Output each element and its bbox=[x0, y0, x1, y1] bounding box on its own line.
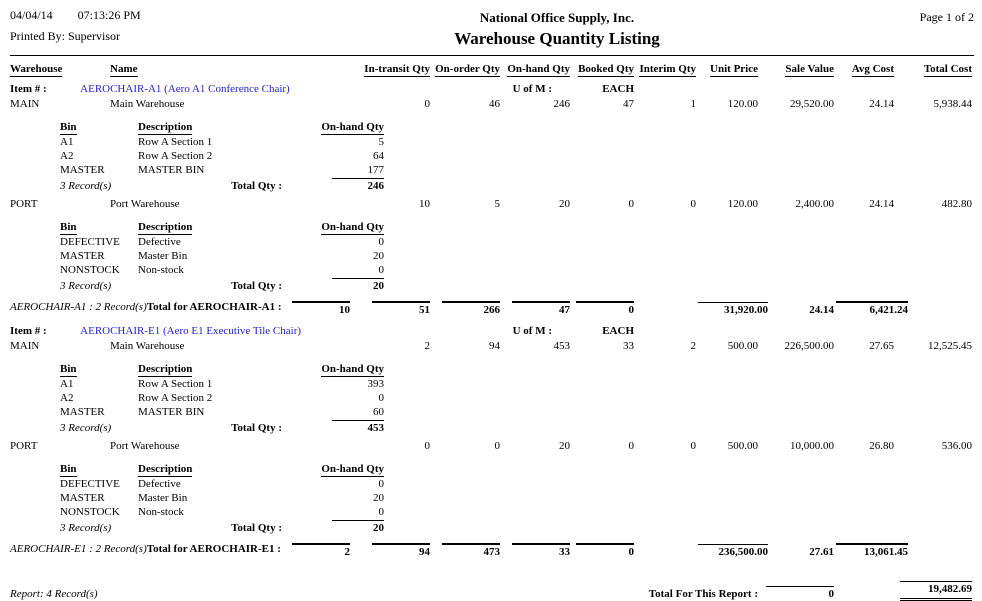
warehouse-row bbox=[10, 196, 974, 211]
bin-row bbox=[60, 249, 386, 263]
bin-code: A2 bbox=[60, 392, 74, 404]
report-record-count: Report: 4 Record(s) bbox=[10, 588, 98, 600]
report-time: 07:13:26 PM bbox=[77, 8, 141, 22]
bin-code: NONSTOCK bbox=[60, 264, 120, 276]
bin-row bbox=[60, 377, 386, 391]
bin-header-row bbox=[60, 462, 386, 477]
item-header-row bbox=[10, 79, 974, 96]
bin-row bbox=[60, 263, 386, 277]
total-onhand: 473 bbox=[442, 543, 500, 559]
bin-description-header: Description bbox=[138, 463, 193, 475]
total-cost: 536.00 bbox=[941, 440, 972, 452]
item-total-label: Total for AEROCHAIR-A1 : bbox=[146, 301, 282, 313]
onorder-qty: 46 bbox=[489, 98, 500, 110]
bin-code: DEFECTIVE bbox=[60, 236, 120, 248]
total-interim: 0 bbox=[576, 301, 634, 317]
bin-total-row bbox=[60, 519, 386, 535]
bin-record-count: 3 Record(s) bbox=[60, 180, 112, 192]
report-total-label: Total For This Report : bbox=[648, 588, 758, 600]
column-header-row bbox=[10, 62, 974, 79]
bin-description: Row A Section 2 bbox=[138, 392, 213, 404]
report-total-cost: 19,482.69 bbox=[900, 581, 972, 601]
bin-total-qty: 246 bbox=[332, 178, 384, 193]
bin-qty: 177 bbox=[367, 164, 384, 176]
total-cost: 5,938.44 bbox=[933, 98, 972, 110]
bin-row bbox=[60, 235, 386, 249]
bin-row bbox=[60, 163, 386, 177]
bin-row bbox=[60, 477, 386, 491]
bin-row bbox=[60, 391, 386, 405]
total-intransit: 2 bbox=[292, 543, 350, 559]
unit-price: 500.00 bbox=[727, 440, 758, 452]
bin-total-row bbox=[60, 419, 386, 435]
bin-total-label: Total Qty : bbox=[231, 522, 282, 534]
warehouse-row bbox=[10, 438, 974, 453]
report-header bbox=[10, 8, 974, 56]
bin-row bbox=[60, 505, 386, 519]
bin-total-row bbox=[60, 177, 386, 193]
unit-price: 120.00 bbox=[727, 98, 758, 110]
booked-qty: 47 bbox=[623, 98, 634, 110]
item-number-label: Item # : bbox=[10, 325, 47, 337]
bin-description: Non-stock bbox=[138, 264, 184, 276]
bin-section-row bbox=[10, 211, 974, 296]
column-header-onhand: On-hand Qty bbox=[507, 63, 570, 75]
total-total-cost: 6,421.24 bbox=[836, 301, 908, 317]
bin-table bbox=[60, 462, 386, 535]
bin-description: Row A Section 1 bbox=[138, 378, 213, 390]
bin-total-label: Total Qty : bbox=[231, 180, 282, 192]
total-onorder: 94 bbox=[372, 543, 430, 559]
total-intransit: 10 bbox=[292, 301, 350, 317]
bin-description: Master Bin bbox=[138, 492, 188, 504]
warehouse-name: Port Warehouse bbox=[110, 440, 180, 452]
bin-description-header: Description bbox=[138, 363, 193, 375]
report-total-row bbox=[10, 563, 974, 601]
bin-total-row bbox=[60, 277, 386, 293]
bin-description: MASTER BIN bbox=[138, 164, 205, 176]
bin-total-label: Total Qty : bbox=[231, 280, 282, 292]
bin-description-header: Description bbox=[138, 221, 193, 233]
uofm-value: EACH bbox=[602, 325, 634, 337]
bin-header-row bbox=[60, 120, 386, 135]
uofm-value: EACH bbox=[602, 83, 634, 95]
total-sale-value: 31,920.00 bbox=[698, 302, 768, 317]
warehouse-name: Main Warehouse bbox=[110, 98, 185, 110]
bin-description: Row A Section 1 bbox=[138, 136, 213, 148]
item-record-count: AEROCHAIR-E1 : 2 Record(s) bbox=[10, 543, 147, 555]
column-header-salevalue: Sale Value bbox=[785, 63, 834, 75]
bin-description: Non-stock bbox=[138, 506, 184, 518]
warehouse-code: PORT bbox=[10, 440, 38, 452]
column-header-avgcost: Avg Cost bbox=[851, 63, 894, 75]
total-cost: 482.80 bbox=[941, 198, 972, 210]
interim-qty: 0 bbox=[690, 440, 696, 452]
bin-code: A1 bbox=[60, 136, 74, 148]
bin-header-row bbox=[60, 220, 386, 235]
bin-table bbox=[60, 362, 386, 435]
avg-cost: 26.80 bbox=[869, 440, 894, 452]
bin-qty: 20 bbox=[373, 250, 384, 262]
column-header-booked: Booked Qty bbox=[578, 63, 634, 75]
column-header-unitprice: Unit Price bbox=[710, 63, 758, 75]
page-number: Page 1 of 2 bbox=[919, 10, 974, 24]
bin-qty: 0 bbox=[378, 506, 384, 518]
bin-section-row bbox=[10, 453, 974, 538]
onhand-qty: 20 bbox=[559, 440, 570, 452]
warehouse-name: Main Warehouse bbox=[110, 340, 185, 352]
bin-column-header: Bin bbox=[60, 121, 77, 133]
onhand-qty: 453 bbox=[553, 340, 570, 352]
total-onorder: 51 bbox=[372, 301, 430, 317]
booked-qty: 0 bbox=[628, 198, 634, 210]
item-link[interactable]: AEROCHAIR-A1 (Aero A1 Conference Chair) bbox=[80, 83, 290, 95]
bin-onhand-header: On-hand Qty bbox=[321, 463, 384, 475]
total-sale-value: 236,500.00 bbox=[698, 544, 768, 559]
warehouse-row bbox=[10, 338, 974, 353]
report-date: 04/04/14 bbox=[10, 8, 53, 22]
column-header-intransit: In-transit Qty bbox=[364, 63, 430, 75]
bin-table bbox=[60, 220, 386, 293]
bin-row bbox=[60, 491, 386, 505]
bin-description: Defective bbox=[138, 478, 181, 490]
warehouse-row bbox=[10, 96, 974, 111]
uofm-label: U of M : bbox=[512, 83, 552, 95]
column-header-name: Name bbox=[110, 63, 138, 75]
bin-code: MASTER bbox=[60, 164, 105, 176]
printed-by: Printed By: Supervisor bbox=[10, 29, 120, 43]
column-header-onorder: On-order Qty bbox=[435, 63, 500, 75]
bin-qty: 0 bbox=[378, 236, 384, 248]
report-total-qty: 0 bbox=[766, 586, 834, 601]
bin-row bbox=[60, 405, 386, 419]
interim-qty: 1 bbox=[690, 98, 696, 110]
bin-onhand-header: On-hand Qty bbox=[321, 121, 384, 133]
bin-code: MASTER bbox=[60, 492, 105, 504]
uofm-label: U of M : bbox=[512, 325, 552, 337]
booked-qty: 33 bbox=[623, 340, 634, 352]
booked-qty: 0 bbox=[628, 440, 634, 452]
total-total-cost: 13,061.45 bbox=[836, 543, 908, 559]
total-interim: 0 bbox=[576, 543, 634, 559]
bin-record-count: 3 Record(s) bbox=[60, 422, 112, 434]
item-total-label: Total for AEROCHAIR-E1 : bbox=[146, 543, 281, 555]
total-booked: 33 bbox=[512, 543, 570, 559]
total-avg-cost: 27.61 bbox=[809, 546, 834, 558]
unit-price: 120.00 bbox=[727, 198, 758, 210]
bin-qty: 393 bbox=[367, 378, 384, 390]
bin-section-row bbox=[10, 353, 974, 438]
bin-record-count: 3 Record(s) bbox=[60, 280, 112, 292]
warehouse-code: PORT bbox=[10, 198, 38, 210]
item-header-row bbox=[10, 321, 974, 338]
warehouse-name: Port Warehouse bbox=[110, 198, 180, 210]
bin-total-qty: 20 bbox=[332, 278, 384, 293]
bin-description: Row A Section 2 bbox=[138, 150, 213, 162]
intransit-qty: 0 bbox=[424, 98, 430, 110]
onorder-qty: 94 bbox=[489, 340, 500, 352]
sale-value: 29,520.00 bbox=[790, 98, 834, 110]
bin-total-qty: 453 bbox=[332, 420, 384, 435]
total-avg-cost: 24.14 bbox=[809, 304, 834, 316]
bin-qty: 0 bbox=[378, 264, 384, 276]
bin-qty: 5 bbox=[378, 136, 384, 148]
bin-total-qty: 20 bbox=[332, 520, 384, 535]
bin-record-count: 3 Record(s) bbox=[60, 522, 112, 534]
bin-code: NONSTOCK bbox=[60, 506, 120, 518]
intransit-qty: 0 bbox=[424, 440, 430, 452]
quantity-listing-table bbox=[10, 62, 974, 601]
avg-cost: 24.14 bbox=[869, 198, 894, 210]
bin-description-header: Description bbox=[138, 121, 193, 133]
interim-qty: 2 bbox=[690, 340, 696, 352]
sale-value: 2,400.00 bbox=[795, 198, 834, 210]
company-name: National Office Supply, Inc. bbox=[479, 10, 635, 25]
total-cost: 12,525.45 bbox=[928, 340, 972, 352]
bin-description: Master Bin bbox=[138, 250, 188, 262]
bin-code: DEFECTIVE bbox=[60, 478, 120, 490]
column-header-interim: Interim Qty bbox=[639, 63, 696, 75]
bin-total-label: Total Qty : bbox=[231, 422, 282, 434]
bin-qty: 60 bbox=[373, 406, 384, 418]
bin-code: MASTER bbox=[60, 406, 105, 418]
sale-value: 10,000.00 bbox=[790, 440, 834, 452]
warehouse-code: MAIN bbox=[10, 340, 40, 352]
intransit-qty: 10 bbox=[419, 198, 430, 210]
intransit-qty: 2 bbox=[424, 340, 430, 352]
page-title: Warehouse Quantity Listing bbox=[454, 29, 660, 48]
item-number-label: Item # : bbox=[10, 83, 47, 95]
onorder-qty: 0 bbox=[494, 440, 500, 452]
bin-section-row bbox=[10, 111, 974, 196]
bin-onhand-header: On-hand Qty bbox=[321, 363, 384, 375]
bin-row bbox=[60, 135, 386, 149]
onhand-qty: 246 bbox=[553, 98, 570, 110]
bin-column-header: Bin bbox=[60, 463, 77, 475]
bin-qty: 20 bbox=[373, 492, 384, 504]
warehouse-code: MAIN bbox=[10, 98, 40, 110]
bin-description: Defective bbox=[138, 236, 181, 248]
bin-header-row bbox=[60, 362, 386, 377]
unit-price: 500.00 bbox=[727, 340, 758, 352]
onhand-qty: 20 bbox=[559, 198, 570, 210]
item-total-row bbox=[10, 296, 974, 321]
bin-description: MASTER BIN bbox=[138, 406, 205, 418]
column-header-warehouse: Warehouse bbox=[10, 63, 63, 75]
bin-code: MASTER bbox=[60, 250, 105, 262]
onorder-qty: 5 bbox=[494, 198, 500, 210]
bin-column-header: Bin bbox=[60, 221, 77, 233]
bin-qty: 0 bbox=[378, 478, 384, 490]
item-link[interactable]: AEROCHAIR-E1 (Aero E1 Executive Tile Chair) bbox=[80, 325, 302, 337]
bin-table bbox=[60, 120, 386, 193]
total-onhand: 266 bbox=[442, 301, 500, 317]
bin-code: A2 bbox=[60, 150, 74, 162]
bin-onhand-header: On-hand Qty bbox=[321, 221, 384, 233]
bin-qty: 64 bbox=[373, 150, 384, 162]
bin-code: A1 bbox=[60, 378, 74, 390]
avg-cost: 24.14 bbox=[869, 98, 894, 110]
interim-qty: 0 bbox=[690, 198, 696, 210]
item-total-row bbox=[10, 538, 974, 563]
avg-cost: 27.65 bbox=[869, 340, 894, 352]
sale-value: 226,500.00 bbox=[784, 340, 834, 352]
column-header-totalcost: Total Cost bbox=[923, 63, 972, 75]
bin-qty: 0 bbox=[378, 392, 384, 404]
item-record-count: AEROCHAIR-A1 : 2 Record(s) bbox=[10, 301, 147, 313]
bin-row bbox=[60, 149, 386, 163]
total-booked: 47 bbox=[512, 301, 570, 317]
bin-column-header: Bin bbox=[60, 363, 77, 375]
